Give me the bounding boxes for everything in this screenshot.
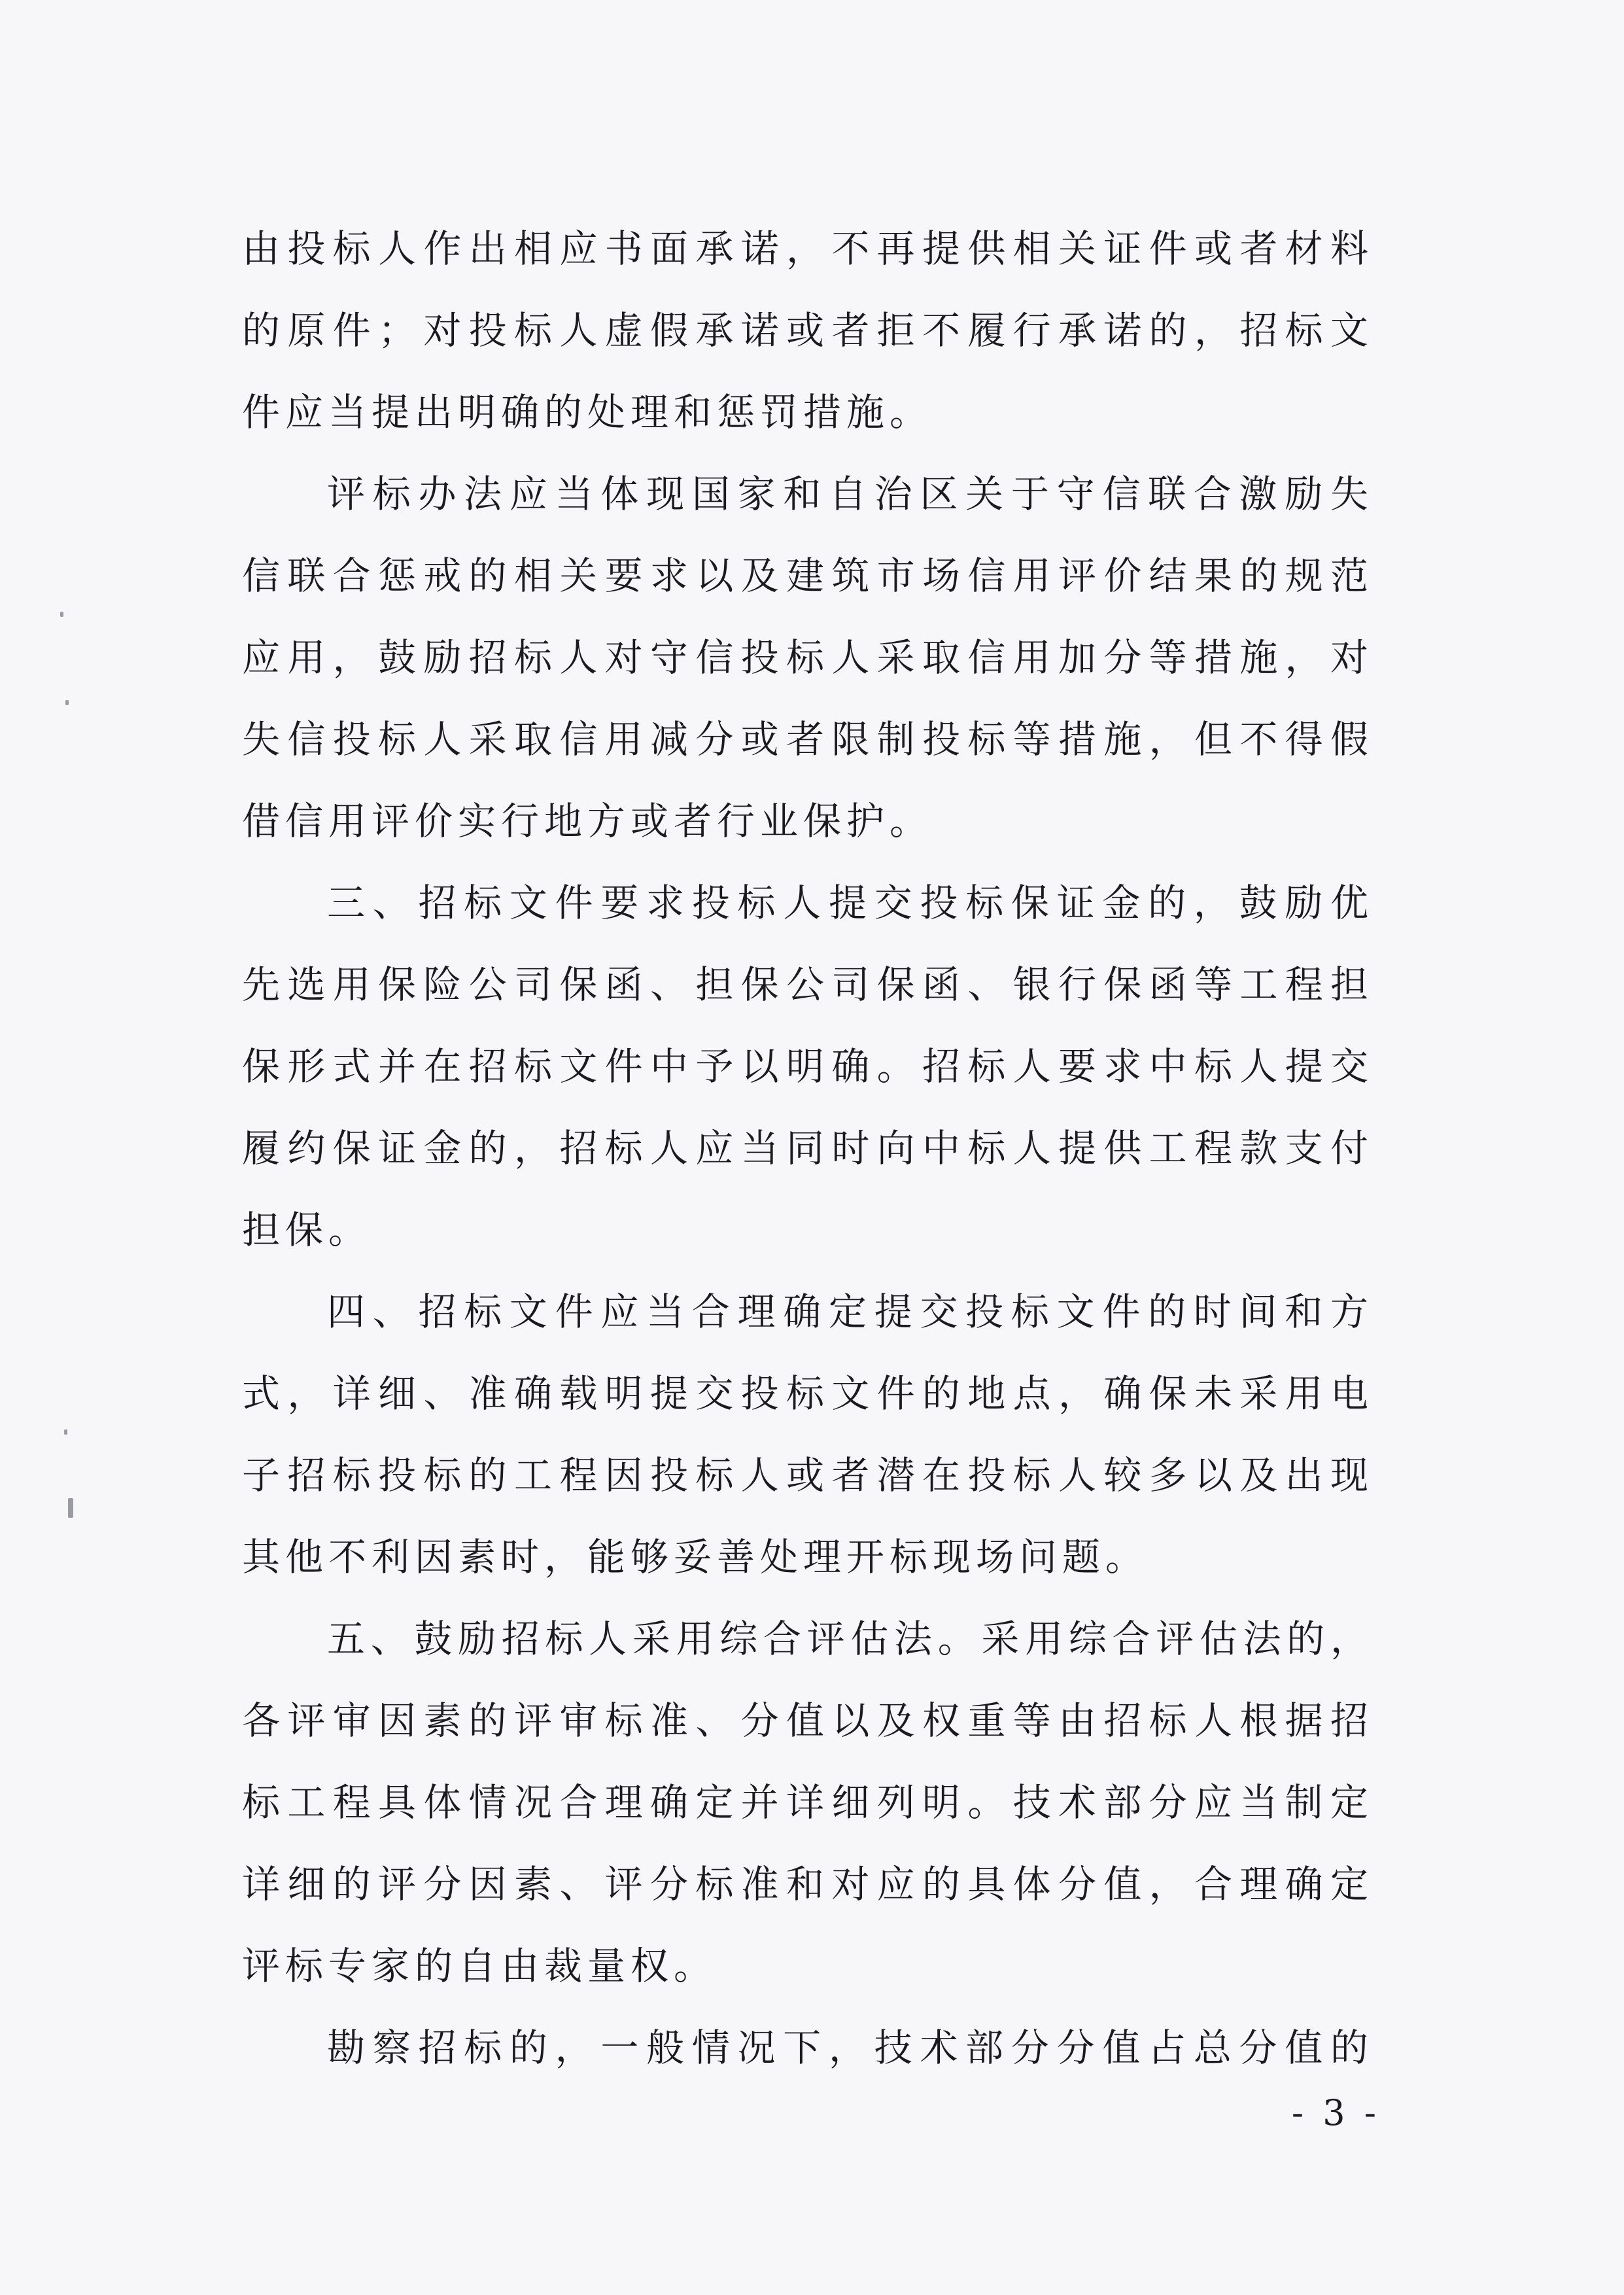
page-number: - 3 - xyxy=(1291,2092,1380,2133)
paragraph-first-line: 评标办法应当体现国家和自治区关于守信联合激励失 xyxy=(327,472,1373,516)
text-line: 件应当提出明确的处理和惩罚措施。 xyxy=(242,390,933,434)
scan-speck xyxy=(64,1429,67,1435)
text-line: 由投标人作出相应书面承诺，不再提供相关证件或者材料 xyxy=(242,226,1373,271)
text-line: 其他不利因素时，能够妥善处理开标现场问题。 xyxy=(242,1535,1149,1579)
paragraph-first-line: 三、招标文件要求投标人提交投标保证金的，鼓励优 xyxy=(327,881,1373,925)
text-line: 担保。 xyxy=(242,1208,372,1252)
text-line: 履约保证金的，招标人应当同时向中标人提供工程款支付 xyxy=(242,1126,1373,1170)
text-line: 保形式并在招标文件中予以明确。招标人要求中标人提交 xyxy=(242,1044,1373,1089)
paragraph-first-line: 勘察招标的，一般情况下，技术部分分值占总分值的 xyxy=(327,2025,1373,2070)
text-line: 的原件；对投标人虚假承诺或者拒不履行承诺的，招标文 xyxy=(242,308,1373,353)
text-line: 各评审因素的评审标准、分值以及权重等由招标人根据招 xyxy=(242,1698,1373,1743)
text-line: 应用，鼓励招标人对守信投标人采取信用加分等措施，对 xyxy=(242,635,1373,680)
scan-speck xyxy=(60,612,63,617)
text-line: 标工程具体情况合理确定并详细列明。技术部分应当制定 xyxy=(242,1780,1373,1825)
paragraph-first-line: 四、招标文件应当合理确定提交投标文件的时间和方 xyxy=(327,1289,1373,1334)
text-line: 详细的评分因素、评分标准和对应的具体分值，合理确定 xyxy=(242,1862,1373,1906)
text-line: 信联合惩戒的相关要求以及建筑市场信用评价结果的规范 xyxy=(242,553,1373,598)
scan-speck xyxy=(65,700,69,705)
text-line: 失信投标人采取信用减分或者限制投标等措施，但不得假 xyxy=(242,717,1373,762)
text-line: 借信用评价实行地方或者行业保护。 xyxy=(242,799,933,843)
text-line: 评标专家的自由裁量权。 xyxy=(242,1944,717,1988)
text-line: 先选用保险公司保函、担保公司保函、银行保函等工程担 xyxy=(242,962,1373,1007)
scan-speck xyxy=(68,1498,73,1518)
text-line: 子招标投标的工程因投标人或者潜在投标人较多以及出现 xyxy=(242,1453,1373,1498)
paragraph-first-line: 五、鼓励招标人采用综合评估法。采用综合评估法的， xyxy=(327,1617,1373,1661)
text-line: 式，详细、准确载明提交投标文件的地点，确保未采用电 xyxy=(242,1371,1373,1416)
